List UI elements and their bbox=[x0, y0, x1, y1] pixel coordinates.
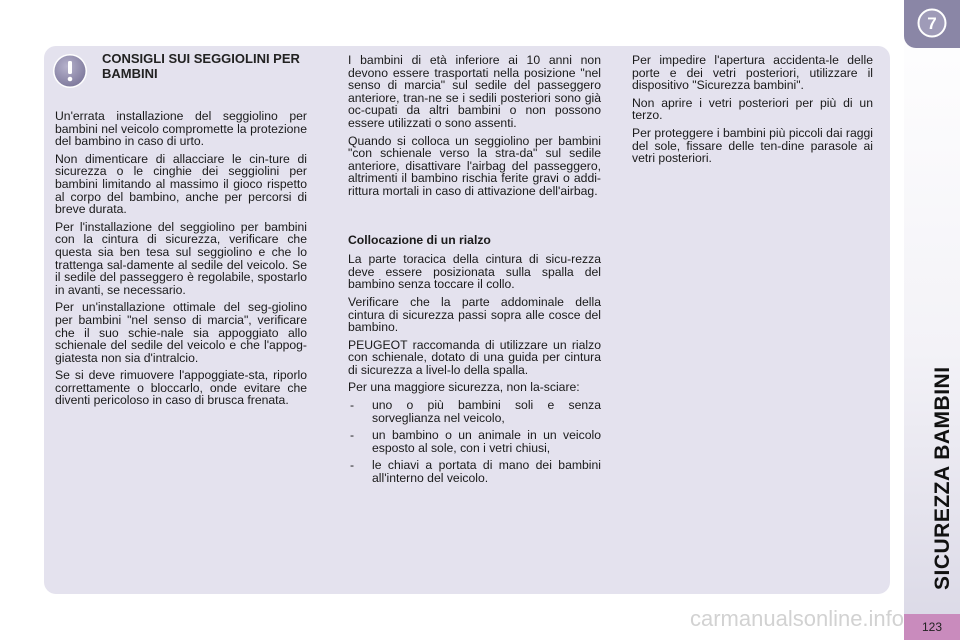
paragraph: I bambini di età inferiore ai 10 anni non devono essere trasportati nella posizione "nel senso di marcia" sul sedile del passeggero anteriore, tran-ne se i sedili posteriori sono già oc-cupati da altri bambini o non possono essere utilizzati o sono assenti. bbox=[348, 53, 601, 130]
list-item bbox=[348, 429, 601, 454]
list-item bbox=[348, 399, 601, 424]
paragraph: Quando si colloca un seggiolino per bambini "con schienale verso la stra-da" sul sedile anteriore, disattivare l'airbag del passeggero, altrimenti il bambino rischia ferite gravi o addi-rittura mortali in caso di attivazione dell'airbag. bbox=[348, 133, 601, 198]
sidebar-chapter-title: SICUREZZA BAMBINI bbox=[931, 366, 954, 590]
paragraph: PEUGEOT raccomanda di utilizzare un rialzo con schienale, dotato di una guida per cintura di sicurezza a livel-lo della spalla. bbox=[348, 337, 601, 377]
column-1 bbox=[55, 110, 307, 412]
chapter-number: 7 bbox=[927, 14, 937, 33]
chapter-number-badge-icon bbox=[917, 8, 947, 38]
bullet-dash: - bbox=[350, 428, 355, 443]
paragraph: Non aprire i vetri posteriori per più di un terzo. bbox=[632, 95, 873, 123]
paragraph: Per l'installazione del seggiolino per bambini con la cintura di sicurezza, verificare che questa sia ben tesa sul seggiolino e che lo trattenga sal-damente al sedile del veicolo. Se il sedile del passeggero è regolabile, spostarlo in avanti, se necessario. bbox=[55, 219, 307, 297]
watermark: carmanualsonline.info bbox=[690, 606, 905, 631]
bullet-dash: - bbox=[350, 398, 355, 413]
paragraph: Per una maggiore sicurezza, non la-sciare: bbox=[348, 380, 580, 395]
list-item-text: uno o più bambini soli e senza sorveglianza nel veicolo, bbox=[372, 398, 601, 425]
list-item bbox=[348, 459, 601, 484]
bullet-dash: - bbox=[350, 458, 355, 473]
paragraph: Se si deve rimuovere l'appoggiate-sta, riporlo correttamente o bloccarlo, onde evitare che diventi pericoloso in caso di brusca frenata. bbox=[55, 368, 307, 408]
paragraph: Per proteggere i bambini più piccoli dai raggi del sole, fissare delle ten-dine parasole ai vetri posteriori. bbox=[632, 125, 873, 166]
bullet-list bbox=[348, 399, 601, 485]
paragraph: Per un'installazione ottimale del seg-giolino per bambini "nel senso di marcia", verificare che il suo schie-nale sia appoggiato allo schienale del sedile del veicolo e che l'appog-giatesta non sia d'intralcio. bbox=[55, 300, 307, 365]
subheading: Collocazione di un rialzo bbox=[348, 232, 491, 247]
column-3 bbox=[632, 54, 873, 170]
list-item-text: le chiavi a portata di mano dei bambini all'interno del veicolo. bbox=[372, 458, 601, 486]
exclamation-circle-icon bbox=[52, 53, 88, 89]
list-item-text: un bambino o un animale in un veicolo esposto al sole, con i vetri chiusi, bbox=[372, 428, 601, 455]
page-number: 123 bbox=[904, 614, 960, 640]
paragraph: Un'errata installazione del seggiolino per bambini nel veicolo compromette la protezione del bambino in caso di urto. bbox=[55, 109, 307, 149]
paragraph: Per impedire l'apertura accidenta-le delle porte e dei vetri posteriori, utilizzare il dispositivo "Sicurezza bambini". bbox=[632, 53, 873, 93]
column-2 bbox=[348, 54, 601, 490]
section-heading: CONSIGLI SUI SEGGIOLINI PER BAMBINI bbox=[102, 51, 300, 81]
paragraph: La parte toracica della cintura di sicu-rezza deve essere posizionata sulla spalla del bambino senza toccare il collo. bbox=[348, 252, 601, 292]
paragraph: Verificare che la parte addominale della cintura di sicurezza passi sopra alle cosce del bambino. bbox=[348, 294, 601, 335]
paragraph: Non dimenticare di allacciare le cin-ture di sicurezza o le cinghie dei seggiolini per bambini limitando al massimo il gioco rispetto al corpo del bambino, anche per percorsi di breve durata. bbox=[55, 151, 307, 217]
